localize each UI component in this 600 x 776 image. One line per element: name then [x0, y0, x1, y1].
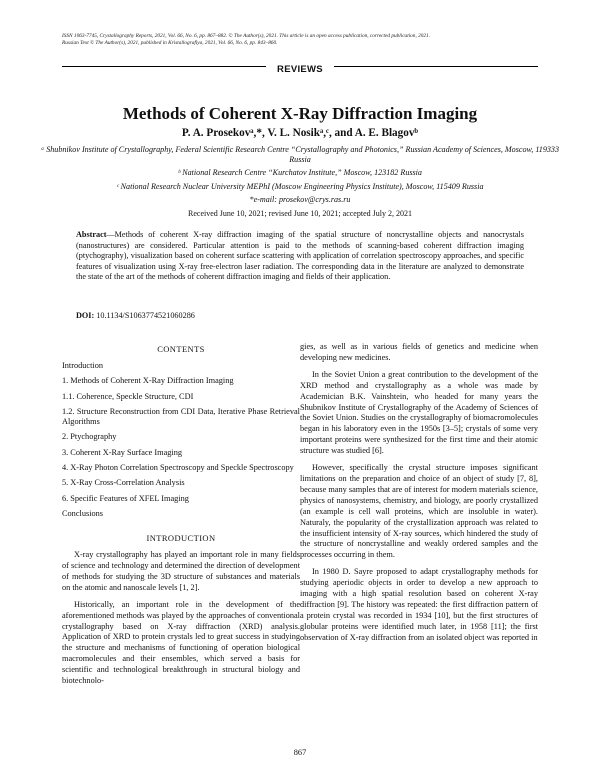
received-dates: Received June 10, 2021; revised June 10, 2021; accepted July 2, 2021: [188, 209, 412, 218]
body-paragraph: In 1980 D. Sayre proposed to adapt crystallography methods for studying aperiodic objects in order to develop a new approach to imaging with a high spatial resolution based on coherent X-ray diffraction [9]. The history was repeated: the first diffraction pattern of a protein crystal was recorded in 1934 [10], but the first structures of globular proteins were identified much later, in 1958 [11]; the first observation of X-ray diffraction from an isolated object was reported in: [300, 567, 538, 642]
toc-item[interactable]: 1.1. Coherence, Speckle Structure, CDI: [62, 391, 194, 401]
body-paragraph: Historically, an important role in the development of the aforementioned methods was played by the approaches of conventional crystallography based on X-ray diffraction (XRD) analysis. Application of XRD to protein crystals led to great success in studying the structure and mechanisms of functioning of operation biological macromolecules and their ensembles, which served a basis for scientific and technological breakthrough in structural biology and biotechnolo-: [62, 599, 300, 686]
page-number: 867: [293, 748, 307, 757]
left-column: [62, 342, 300, 693]
abstract-text: —Methods of coherent X-ray diffraction imaging of the spatial structure of noncrystalline objects and nanocrystals (nanostructures) are considered. Particular attention is paid to the methods of scanning-based coherent diffraction imaging (ptychography), visualization based on coherent surface scattering with application of correlation spectroscopy approaches, and specific features of visualization using X-ray free-electron laser radiation. The corresponding data in the literature are analyzed to demonstrate the state of the art of the methods of coherent diffraction imaging and fields of their application.: [76, 230, 524, 282]
contact-email[interactable]: *e-mail: prosekov@crys.ras.ru: [249, 195, 351, 204]
running-header-line-1: ISSN 1063-7745, Crystallography Reports, 2021, Vol. 66, No. 6, pp. 867–882. © The Author(s), 2021. This article is an open access publication, corrected publication, 2021.: [62, 33, 431, 39]
toc-item[interactable]: 5. X-Ray Cross-Correlation Analysis: [62, 478, 185, 488]
doi: [76, 311, 195, 320]
body-paragraph: However, specifically the crystal structure imposes significant limitations on the preparation and choice of an object of study [7, 8], because many samples that are of interest for modern materials science, physics of nanosystems, chemistry, and biology, are poorly crystallized (an example is cell wall proteins, which are insoluble in water). Naturaly, the popularity of the crystallization approach was related to the insufficient intensity of X-ray sources, which hindered the study of the structure of noncrystalline and weakly ordered samples and the processes occurring in them.: [300, 463, 538, 560]
section-label: REVIEWS: [277, 64, 323, 75]
contents-heading: CONTENTS: [157, 344, 205, 354]
article-title: Methods of Coherent X-Ray Diffraction Imaging: [122, 104, 478, 123]
toc-item[interactable]: Conclusions: [62, 508, 104, 518]
introduction-heading: INTRODUCTION: [146, 533, 216, 544]
toc-item[interactable]: 1.2. Structure Reconstruction from CDI Data, Iterative Phase Retrieval Algorithms: [62, 406, 300, 427]
toc-item[interactable]: 4. X-Ray Photon Correlation Spectroscopy and Speckle Spectroscopy: [62, 462, 294, 472]
running-header-line-2: Russian Text © The Author(s), 2021, published in Kristallografiya, 2021, Vol. 66, No. 6, pp. 843–860.: [62, 40, 278, 47]
author-list: P. A. Prosekovᵃ,*, V. L. Nosikᵃ,ᶜ, and A. E. Blagovᵇ: [181, 127, 419, 139]
abstract: [76, 230, 524, 283]
table-of-contents: [62, 361, 300, 519]
affiliation-c: ᶜ National Research Nuclear University MEPhI (Moscow Engineering Physics Institute), Moscow, 115409 Russia: [116, 182, 484, 191]
abstract-label: Abstract: [76, 230, 107, 239]
doi-link[interactable]: 10.1134/S1063774521060286: [96, 311, 195, 320]
toc-item[interactable]: Introduction: [62, 360, 104, 370]
right-column: [300, 342, 538, 650]
body-paragraph: X-ray crystallography has played an important role in many fields of science and technology and determined the direction of development of methods for studying the 3D structure of substances and materials on the atomic and nanoscale levels [1, 2].: [62, 550, 300, 592]
affiliation-a: ᵃ Shubnikov Institute of Crystallography, Federal Scientific Research Centre “Crystallography and Photonics,” Russian Academy of Sciences, Moscow, 119333 Russia: [40, 145, 560, 164]
body-paragraph-continued: gies, as well as in various fields of genetics and medicine when developing new medicines.: [300, 342, 538, 362]
body-paragraph: In the Soviet Union a great contribution to the development of the XRD method and crystallography as a whole was made by Academician B.K. Vainshtein, who headed for many years the Shubnikov Institute of Crystallography of the Academy of Sciences of the Soviet Union. Studies on the crystallography of biomacromolecules began in his laboratory even in the 1950s [3–5]; crystals of some very important proteins were synthesized for the first time and their atomic structure was studied [6].: [300, 369, 538, 456]
toc-item[interactable]: 2. Ptychography: [62, 432, 117, 442]
toc-item[interactable]: 6. Specific Features of XFEL Imaging: [62, 493, 189, 503]
doi-label: DOI:: [76, 311, 95, 320]
toc-item[interactable]: 3. Coherent X-Ray Surface Imaging: [62, 447, 183, 457]
running-header: [62, 33, 538, 47]
toc-item[interactable]: 1. Methods of Coherent X-Ray Diffraction Imaging: [62, 376, 234, 386]
affiliation-b: ᵇ National Research Centre “Kurchatov Institute,” Moscow, 123182 Russia: [178, 168, 422, 177]
